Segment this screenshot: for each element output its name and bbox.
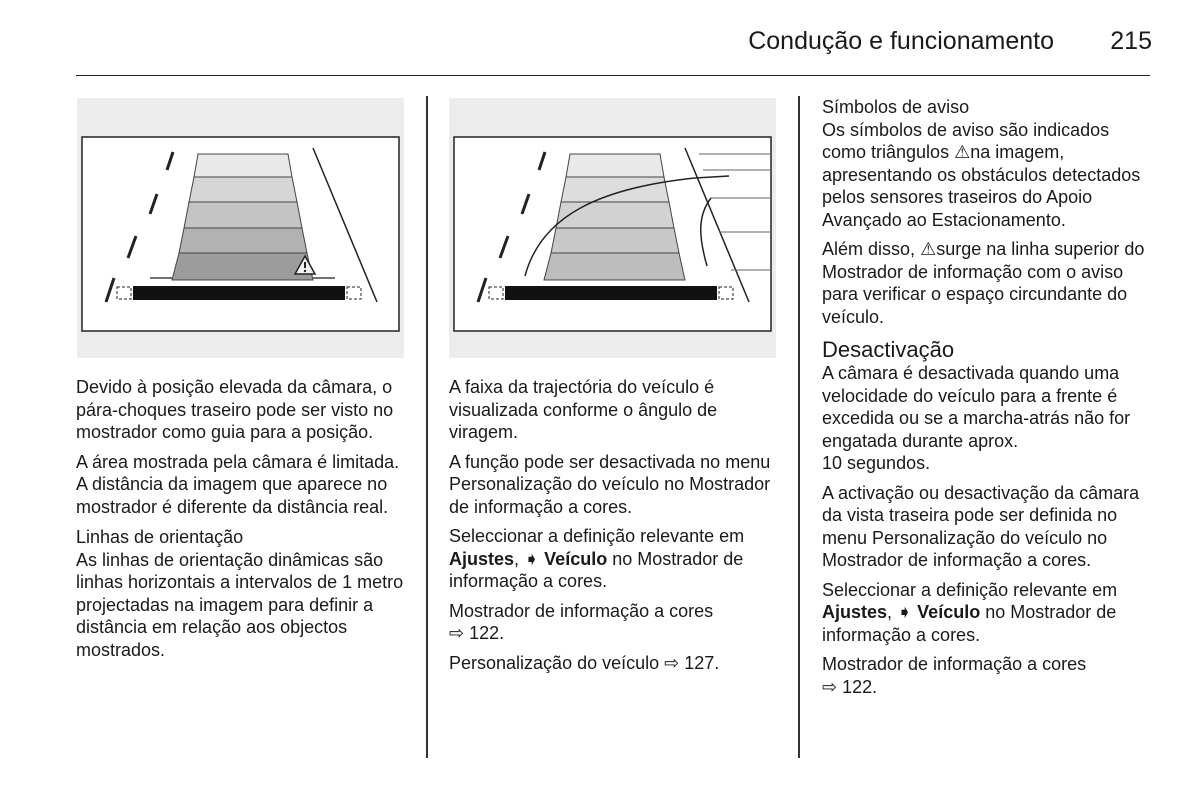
paragraph: A activação ou desactivação da câmara da vista traseira pode ser definida no menu Personalização do veículo no Mostrador de informação a cores.	[822, 482, 1140, 570]
page-reference: 122.	[842, 676, 878, 697]
paragraph: A faixa da trajectória do veículo é visualizada conforme o ângulo de viragem.	[449, 377, 718, 442]
warning-triangle-icon	[293, 254, 317, 276]
arrow-icon: ➧	[524, 548, 540, 569]
text: A câmara é desactivada quando uma velocidade do veículo para a frente é excedida ou se a marcha-atrás não for engatada durante aprox.	[822, 363, 1131, 451]
page-reference: 127.	[684, 652, 720, 673]
column-divider	[798, 96, 800, 758]
subheading-linhas-orientacao: Linhas de orientação	[76, 527, 244, 547]
separator: ,	[514, 548, 520, 569]
text: Personalização do veículo	[449, 652, 660, 673]
paragraph: A função pode ser desactivada no menu Personalização do veículo no Mostrador de informação a cores.	[449, 451, 771, 517]
text: surge na linha superior do Mostrador de informação com o aviso para verificar o espaço circundante do veículo.	[822, 239, 1145, 327]
text: Além disso,	[822, 239, 916, 259]
text: Seleccionar a definição relevante em	[822, 579, 1118, 600]
text: no Mostrador de informação a cores.	[822, 602, 1117, 645]
paragraph	[822, 653, 1157, 698]
arrow-icon: ➧	[897, 602, 913, 622]
paragraph	[822, 579, 1157, 647]
paragraph: As linhas de orientação dinâmicas são linhas horizontais a intervalos de 1 metro projectadas na imagem para definir a distância em relação aos objectos mostrados.	[76, 549, 404, 660]
warning-triangle-icon: ⚠	[954, 142, 971, 162]
page-reference: 122.	[469, 623, 505, 643]
page-number: 215	[1110, 27, 1152, 55]
page-reference-icon: ⇨	[449, 623, 465, 643]
warning-triangle-icon: ⚠	[920, 239, 937, 259]
paragraph	[822, 238, 1157, 328]
text: na imagem, apresentando os obstáculos detectados pelos sensores traseiros do Apoio Avançado ao Estacionamento.	[822, 142, 1141, 230]
column-3	[822, 96, 1157, 705]
separator: ,	[887, 602, 893, 622]
page-reference-icon: ⇨	[664, 652, 680, 673]
figure-camera-guide-lines	[77, 98, 404, 358]
header-divider	[76, 75, 1150, 76]
column-2	[449, 376, 784, 681]
menu-ajustes: Ajustes	[449, 548, 515, 569]
menu-ajustes: Ajustes	[822, 602, 888, 622]
paragraph: A área mostrada pela câmara é limitada. A distância da imagem que aparece no mostrador é diferente da distância real.	[76, 451, 400, 517]
chapter-title: Condução e funcionamento	[748, 27, 1054, 55]
text: Mostrador de informação a cores	[449, 600, 714, 621]
page-header	[0, 0, 1200, 80]
text: Seleccionar a definição relevante em	[449, 526, 745, 546]
figure-camera-trajectory	[449, 98, 776, 358]
text: Mostrador de informação a cores	[822, 654, 1087, 674]
menu-veiculo: Veículo	[917, 602, 981, 622]
paragraph	[822, 362, 1157, 475]
paragraph	[449, 652, 784, 675]
text: 10 segundos.	[822, 453, 931, 473]
paragraph	[822, 119, 1157, 232]
text: Os símbolos de aviso são indicados como triângulos	[822, 119, 1110, 162]
paragraph: Devido à posição elevada da câmara, o pára-choques traseiro pode ser visto no mostrador como guia para a posição.	[76, 377, 394, 442]
paragraph	[449, 600, 784, 645]
text: no Mostrador de informação a cores.	[449, 548, 744, 591]
paragraph	[449, 525, 784, 593]
menu-veiculo: Veículo	[544, 548, 608, 569]
column-1	[76, 376, 411, 668]
section-heading-desactivacao: Desactivação	[822, 337, 955, 362]
page-reference-icon: ⇨	[822, 676, 838, 697]
subheading-simbolos-aviso: Símbolos de aviso	[822, 97, 970, 117]
column-divider	[426, 96, 428, 758]
